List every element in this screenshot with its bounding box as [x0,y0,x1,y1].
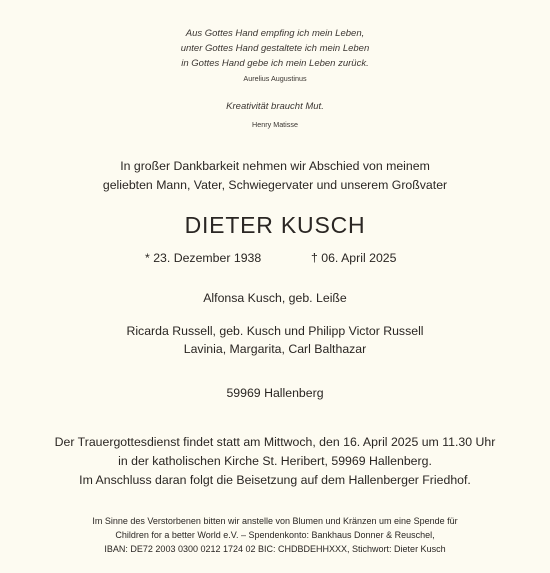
service-line-3: Im Anschluss daran folgt die Beisetzung auf dem Hallenberger Friedhof. [79,473,471,487]
birth-date: * 23. Dezember 1938 [145,251,262,265]
intro-line-1: In großer Dankbarkeit nehmen wir Abschied von meinem [120,159,430,173]
mourner-grandchildren: Lavinia, Margarita, Carl Balthazar [183,342,367,356]
mourner-children: Ricarda Russell, geb. Kusch und Philipp Victor Russell [126,324,424,338]
service-line-2: in der katholischen Kirche St. Heribert, 59969 Hallenberg. [118,454,432,468]
family-address: 59969 Hallenberg [226,386,324,400]
donation-line-1: Im Sinne des Verstorbenen bitten wir anstelle von Blumen und Kränzen um eine Spende für [92,516,458,526]
mourner-wife: Alfonsa Kusch, geb. Leiße [203,291,347,305]
donation-line-2: Children for a better World e.V. – Spendenkonto: Bankhaus Donner & Reuschel, [115,530,435,540]
quote-line-2: unter Gottes Hand gestaltete ich mein Leben [180,43,370,54]
quote-line-3: in Gottes Hand gebe ich mein Leben zurück. [181,58,369,69]
quote-2-author: Henry Matisse [252,120,298,129]
intro-line-2: geliebten Mann, Vater, Schwiegervater und unserem Großvater [102,178,448,192]
deceased-name: DIETER KUSCH [184,212,366,238]
quote-author: Aurelius Augustinus [243,74,307,83]
death-date: † 06. April 2025 [311,251,397,265]
quote-line-1: Aus Gottes Hand empfing ich mein Leben, [185,28,365,39]
donation-line-3: IBAN: DE72 2003 0300 0212 1724 02 BIC: CHDBDEHHXXX, Stichwort: Dieter Kusch [104,544,446,554]
service-line-1: Der Trauergottesdienst findet statt am Mittwoch, den 16. April 2025 um 11.30 Uhr [54,435,496,449]
quote-2-text: Kreativität braucht Mut. [226,101,324,112]
